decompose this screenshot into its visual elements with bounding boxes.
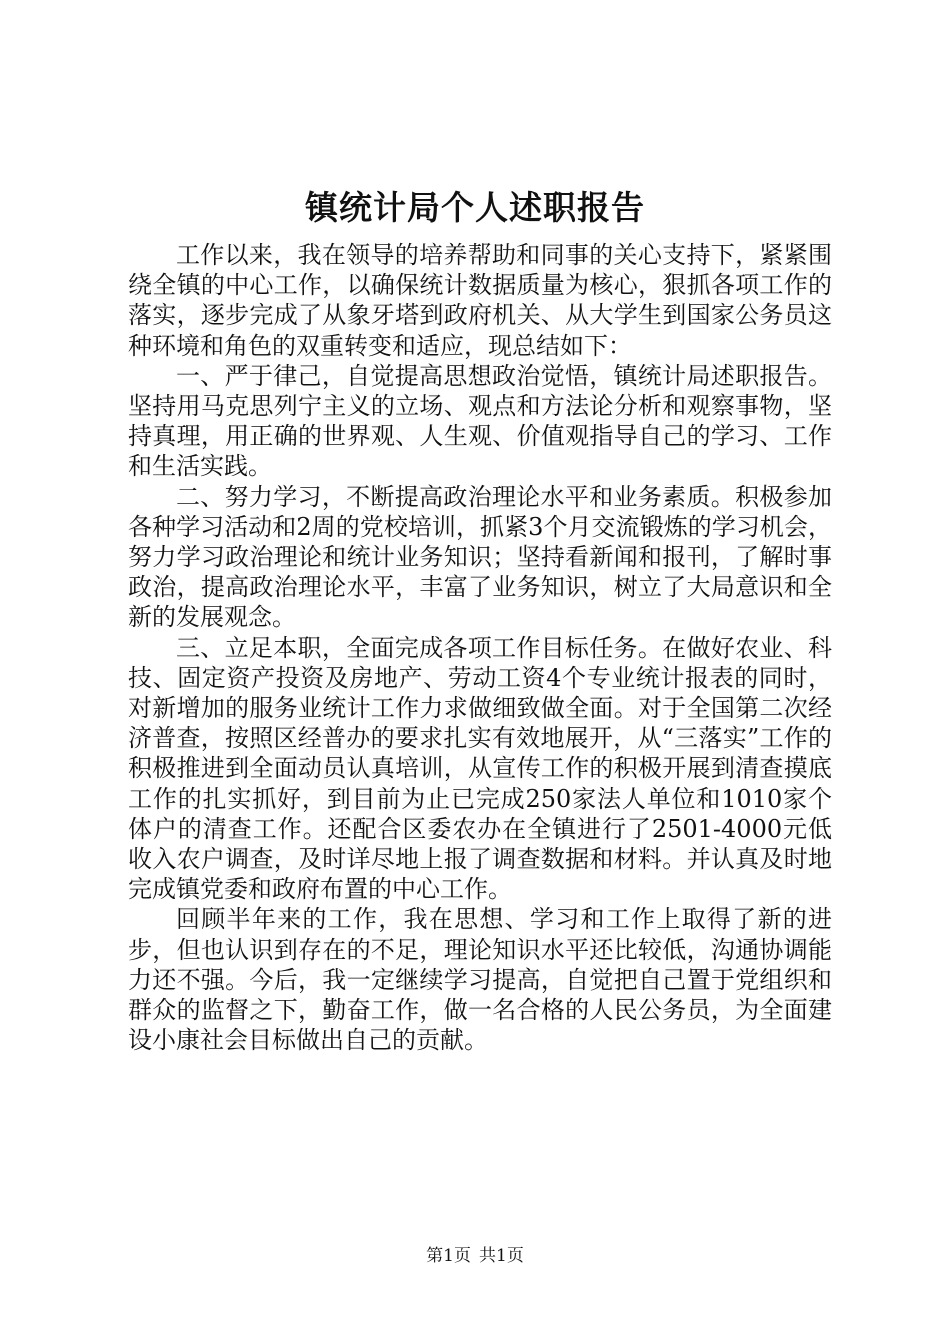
paragraph-section-3: 三、立足本职，全面完成各项工作目标任务。在做好农业、科技、固定资产投资及房地产、劳动工资4个专业统计报表的同时，对新增加的服务业统计工作力求做细致做全面。对于全国第二次经济普查，按照区经普办的要求扎实有效地展开，从“三落实”工作的积极推进到全面动员认真培训，从宣传工作的积极开展到清查摸底工作的扎实抓好，到目前为止已完成250家法人单位和1010家个体户的清查工作。还配合区委农办在全镇进行了2501-4000元低收入农户调查，及时详尽地上报了调查数据和材料。并认真及时地完成镇党委和政府布置的中心工作。 [128, 633, 832, 904]
document-body [128, 240, 832, 1055]
page-number-current: 第1页 [426, 1246, 471, 1266]
paragraph-intro: 工作以来，我在领导的培养帮助和同事的关心支持下，紧紧围绕全镇的中心工作，以确保统计数据质量为核心，狠抓各项工作的落实，逐步完成了从象牙塔到政府机关、从大学生到国家公务员这种环境和角色的双重转变和适应，现总结如下： [128, 241, 832, 360]
paragraph-conclusion: 回顾半年来的工作，我在思想、学习和工作上取得了新的进步，但也认识到存在的不足，理论知识水平还比较低，沟通协调能力还不强。今后，我一定继续学习提高，自觉把自己置于党组织和群众的监督之下，勤奋工作，做一名合格的人民公务员，为全面建设小康社会目标做出自己的贡献。 [128, 905, 832, 1055]
document-title: 镇统计局个人述职报告 [305, 188, 645, 227]
page-number-total: 共1页 [479, 1246, 524, 1266]
paragraph-section-2: 二、努力学习，不断提高政治理论水平和业务素质。积极参加各种学习活动和2周的党校培训，抓紧3个月交流锻炼的学习机会，努力学习政治理论和统计业务知识；坚持看新闻和报刊，了解时事政治，提高政治理论水平，丰富了业务知识，树立了大局意识和全新的发展观念。 [128, 482, 832, 632]
page-footer [0, 1244, 950, 1268]
paragraph-section-1: 一、严于律己，自觉提高思想政治觉悟，镇统计局述职报告。坚持用马克思列宁主义的立场、观点和方法论分析和观察事物，坚持真理，用正确的世界观、人生观、价值观指导自己的学习、工作和生活实践。 [128, 361, 832, 481]
